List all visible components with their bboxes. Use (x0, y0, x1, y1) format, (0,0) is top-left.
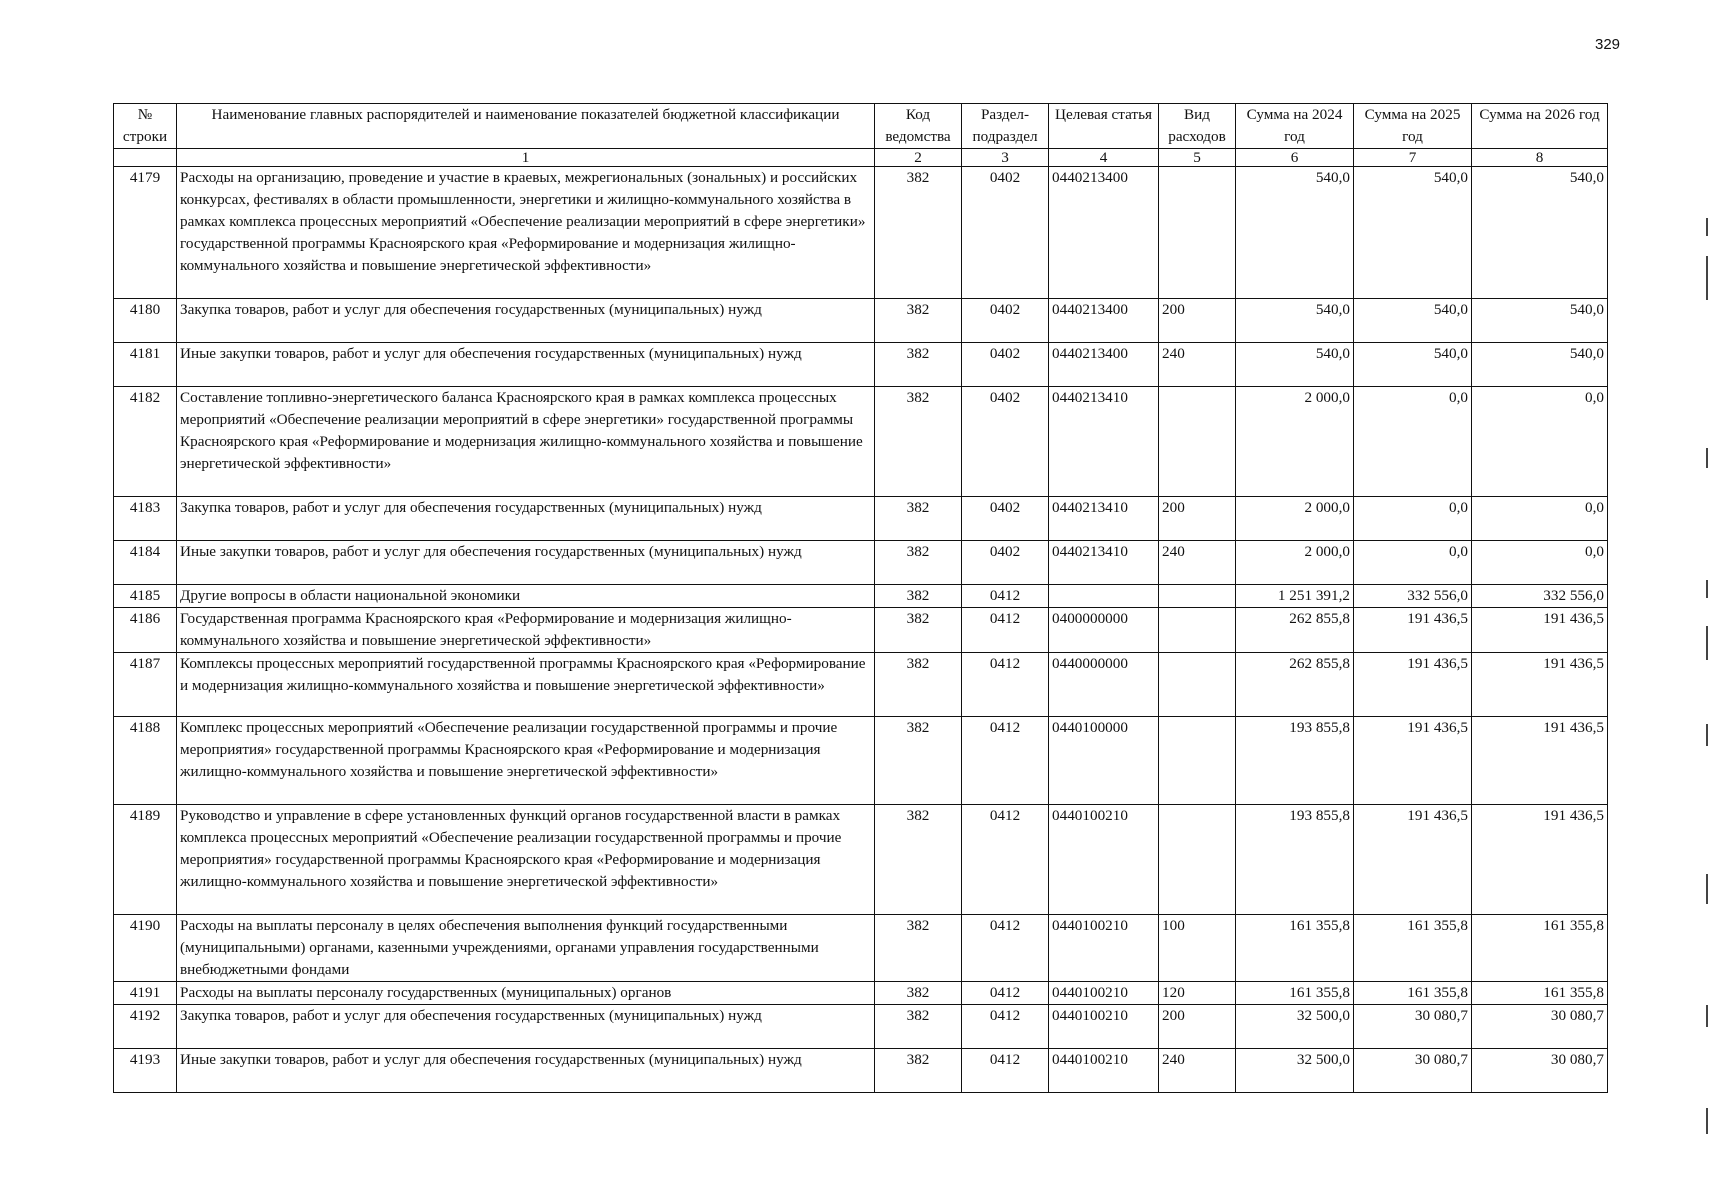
row-target-article: 0400000000 (1049, 608, 1159, 653)
row-section: 0412 (962, 653, 1049, 717)
table-row (114, 343, 1608, 387)
row-name: Расходы на выплаты персоналу государственных (муниципальных) органов (177, 982, 875, 1005)
header-expense-type: Вид расходов (1159, 104, 1236, 149)
row-dept-code: 382 (875, 805, 962, 915)
row-expense-type (1159, 717, 1236, 805)
row-sum-2024: 540,0 (1236, 167, 1354, 299)
table-row (114, 608, 1608, 653)
column-number: 3 (962, 149, 1049, 167)
row-sum-2026: 161 355,8 (1472, 915, 1608, 982)
row-sum-2026: 540,0 (1472, 299, 1608, 343)
table-row (114, 167, 1608, 299)
row-sum-2024: 1 251 391,2 (1236, 585, 1354, 608)
row-sum-2025: 161 355,8 (1354, 915, 1472, 982)
table-row (114, 585, 1608, 608)
row-name: Руководство и управление в сфере установленных функций органов государственной власти в рамках комплекса процессных мероприятий «Обеспечение реализации государственной программы и прочие мероприятия» государственной программы Красноярского края «Реформирование и модернизация жилищно-коммунального хозяйства и повышение энергетической эффективности» (177, 805, 875, 915)
row-number: 4181 (114, 343, 177, 387)
row-sum-2026: 540,0 (1472, 167, 1608, 299)
row-sum-2024: 161 355,8 (1236, 982, 1354, 1005)
row-dept-code: 382 (875, 653, 962, 717)
row-sum-2024: 540,0 (1236, 299, 1354, 343)
row-section: 0412 (962, 1005, 1049, 1049)
row-sum-2025: 30 080,7 (1354, 1005, 1472, 1049)
row-target-article: 0440213410 (1049, 387, 1159, 497)
row-name: Иные закупки товаров, работ и услуг для обеспечения государственных (муниципальных) нужд (177, 343, 875, 387)
row-sum-2025: 540,0 (1354, 299, 1472, 343)
row-sum-2025: 540,0 (1354, 343, 1472, 387)
row-expense-type (1159, 653, 1236, 717)
row-name: Другие вопросы в области национальной экономики (177, 585, 875, 608)
row-sum-2026: 161 355,8 (1472, 982, 1608, 1005)
row-sum-2026: 191 436,5 (1472, 805, 1608, 915)
table-row (114, 915, 1608, 982)
table-row (114, 497, 1608, 541)
row-target-article: 0440100000 (1049, 717, 1159, 805)
row-section: 0412 (962, 585, 1049, 608)
row-dept-code: 382 (875, 717, 962, 805)
row-target-article: 0440213400 (1049, 167, 1159, 299)
row-expense-type: 240 (1159, 541, 1236, 585)
row-target-article: 0440213400 (1049, 299, 1159, 343)
row-number: 4193 (114, 1049, 177, 1093)
row-target-article: 0440100210 (1049, 1005, 1159, 1049)
column-number-row (114, 149, 1608, 167)
header-sum-2025: Сумма на 2025 год (1354, 104, 1472, 149)
table-row (114, 1005, 1608, 1049)
row-sum-2025: 30 080,7 (1354, 1049, 1472, 1093)
row-name: Закупка товаров, работ и услуг для обеспечения государственных (муниципальных) нужд (177, 299, 875, 343)
row-dept-code: 382 (875, 497, 962, 541)
row-section: 0402 (962, 497, 1049, 541)
column-number: 4 (1049, 149, 1159, 167)
row-target-article: 0440100210 (1049, 915, 1159, 982)
row-dept-code: 382 (875, 541, 962, 585)
row-sum-2026: 0,0 (1472, 541, 1608, 585)
row-name: Расходы на организацию, проведение и участие в краевых, межрегиональных (зональных) и российских конкурсах, фестивалях в области промышленности, энергетики и жилищно-коммунального хозяйства в рамках комплекса процессных мероприятий «Обеспечение реализации мероприятий в сфере энергетики» государственной программы Красноярского края «Реформирование и модернизация жилищно-коммунального хозяйства и повышение энергетической эффективности» (177, 167, 875, 299)
row-sum-2024: 193 855,8 (1236, 805, 1354, 915)
row-sum-2024: 32 500,0 (1236, 1005, 1354, 1049)
row-dept-code: 382 (875, 982, 962, 1005)
column-number: 1 (177, 149, 875, 167)
column-number: 6 (1236, 149, 1354, 167)
row-sum-2026: 332 556,0 (1472, 585, 1608, 608)
row-sum-2025: 0,0 (1354, 541, 1472, 585)
row-expense-type: 120 (1159, 982, 1236, 1005)
row-expense-type (1159, 167, 1236, 299)
row-dept-code: 382 (875, 585, 962, 608)
column-number (114, 149, 177, 167)
row-target-article: 0440100210 (1049, 982, 1159, 1005)
row-number: 4179 (114, 167, 177, 299)
row-sum-2024: 161 355,8 (1236, 915, 1354, 982)
page-number: 329 (1595, 36, 1621, 53)
row-number: 4191 (114, 982, 177, 1005)
row-expense-type: 100 (1159, 915, 1236, 982)
row-target-article: 0440213410 (1049, 497, 1159, 541)
column-number: 2 (875, 149, 962, 167)
row-expense-type (1159, 805, 1236, 915)
row-expense-type (1159, 608, 1236, 653)
table-row (114, 541, 1608, 585)
row-name: Закупка товаров, работ и услуг для обеспечения государственных (муниципальных) нужд (177, 497, 875, 541)
row-sum-2024: 2 000,0 (1236, 497, 1354, 541)
row-dept-code: 382 (875, 167, 962, 299)
row-sum-2026: 30 080,7 (1472, 1005, 1608, 1049)
row-name: Комплексы процессных мероприятий государственной программы Красноярского края «Реформирование и модернизация жилищно-коммунального хозяйства и повышение энергетической эффективности» (177, 653, 875, 717)
row-target-article: 0440100210 (1049, 1049, 1159, 1093)
header-section: Раздел-подраздел (962, 104, 1049, 149)
header-sum-2024: Сумма на 2024 год (1236, 104, 1354, 149)
row-number: 4189 (114, 805, 177, 915)
table-row (114, 805, 1608, 915)
table-row (114, 1049, 1608, 1093)
row-section: 0402 (962, 541, 1049, 585)
column-number: 8 (1472, 149, 1608, 167)
row-dept-code: 382 (875, 915, 962, 982)
row-number: 4188 (114, 717, 177, 805)
row-sum-2024: 262 855,8 (1236, 608, 1354, 653)
row-target-article: 0440000000 (1049, 653, 1159, 717)
row-section: 0412 (962, 982, 1049, 1005)
row-sum-2025: 540,0 (1354, 167, 1472, 299)
row-target-article: 0440213410 (1049, 541, 1159, 585)
table-row (114, 653, 1608, 717)
table-body (114, 167, 1608, 1093)
row-sum-2026: 0,0 (1472, 497, 1608, 541)
row-section: 0412 (962, 1049, 1049, 1093)
row-number: 4186 (114, 608, 177, 653)
header-target-article: Целевая статья (1049, 104, 1159, 149)
row-sum-2024: 193 855,8 (1236, 717, 1354, 805)
row-name: Государственная программа Красноярского края «Реформирование и модернизация жилищно-коммунального хозяйства и повышение энергетической эффективности» (177, 608, 875, 653)
row-sum-2026: 191 436,5 (1472, 717, 1608, 805)
row-number: 4187 (114, 653, 177, 717)
row-dept-code: 382 (875, 343, 962, 387)
row-sum-2025: 191 436,5 (1354, 805, 1472, 915)
row-expense-type (1159, 585, 1236, 608)
row-target-article: 0440100210 (1049, 805, 1159, 915)
row-sum-2025: 191 436,5 (1354, 608, 1472, 653)
row-dept-code: 382 (875, 1049, 962, 1093)
row-sum-2025: 0,0 (1354, 387, 1472, 497)
budget-table (113, 103, 1608, 1093)
row-target-article: 0440213400 (1049, 343, 1159, 387)
row-number: 4184 (114, 541, 177, 585)
row-sum-2025: 191 436,5 (1354, 653, 1472, 717)
row-sum-2025: 191 436,5 (1354, 717, 1472, 805)
header-row-number: № строки (114, 104, 177, 149)
row-expense-type: 200 (1159, 497, 1236, 541)
row-dept-code: 382 (875, 608, 962, 653)
row-target-article (1049, 585, 1159, 608)
row-sum-2026: 191 436,5 (1472, 653, 1608, 717)
row-number: 4183 (114, 497, 177, 541)
row-name: Составление топливно-энергетического баланса Красноярского края в рамках комплекса процессных мероприятий «Обеспечение реализации мероприятий в сфере энергетики» государственной программы Красноярского края «Реформирование и модернизация жилищно-коммунального хозяйства и повышение энергетической эффективности» (177, 387, 875, 497)
row-section: 0412 (962, 915, 1049, 982)
row-section: 0402 (962, 343, 1049, 387)
row-section: 0402 (962, 167, 1049, 299)
row-sum-2024: 2 000,0 (1236, 387, 1354, 497)
table-row (114, 387, 1608, 497)
table-header-row (114, 104, 1608, 149)
row-expense-type (1159, 387, 1236, 497)
row-section: 0402 (962, 299, 1049, 343)
row-sum-2026: 0,0 (1472, 387, 1608, 497)
row-sum-2026: 191 436,5 (1472, 608, 1608, 653)
row-section: 0402 (962, 387, 1049, 497)
column-number: 7 (1354, 149, 1472, 167)
row-name: Иные закупки товаров, работ и услуг для обеспечения государственных (муниципальных) нужд (177, 541, 875, 585)
row-section: 0412 (962, 805, 1049, 915)
row-expense-type: 200 (1159, 1005, 1236, 1049)
row-sum-2024: 540,0 (1236, 343, 1354, 387)
row-number: 4182 (114, 387, 177, 497)
row-name: Комплекс процессных мероприятий «Обеспечение реализации государственной программы и прочие мероприятия» государственной программы Красноярского края «Реформирование и модернизация жилищно-коммунального хозяйства и повышение энергетической эффективности» (177, 717, 875, 805)
row-name: Закупка товаров, работ и услуг для обеспечения государственных (муниципальных) нужд (177, 1005, 875, 1049)
row-sum-2025: 0,0 (1354, 497, 1472, 541)
row-dept-code: 382 (875, 387, 962, 497)
row-number: 4190 (114, 915, 177, 982)
header-dept-code: Код ведомства (875, 104, 962, 149)
row-expense-type: 240 (1159, 343, 1236, 387)
row-sum-2025: 161 355,8 (1354, 982, 1472, 1005)
column-number: 5 (1159, 149, 1236, 167)
table-row (114, 299, 1608, 343)
row-sum-2025: 332 556,0 (1354, 585, 1472, 608)
row-dept-code: 382 (875, 299, 962, 343)
row-section: 0412 (962, 717, 1049, 805)
row-number: 4185 (114, 585, 177, 608)
row-sum-2026: 540,0 (1472, 343, 1608, 387)
row-name: Расходы на выплаты персоналу в целях обеспечения выполнения функций государственными (муниципальными) органами, казенными учреждениями, органами управления государственными внебюджетными фондами (177, 915, 875, 982)
table-row (114, 982, 1608, 1005)
row-number: 4192 (114, 1005, 177, 1049)
row-expense-type: 200 (1159, 299, 1236, 343)
header-sum-2026: Сумма на 2026 год (1472, 104, 1608, 149)
row-name: Иные закупки товаров, работ и услуг для обеспечения государственных (муниципальных) нужд (177, 1049, 875, 1093)
row-sum-2024: 32 500,0 (1236, 1049, 1354, 1093)
row-sum-2026: 30 080,7 (1472, 1049, 1608, 1093)
header-name: Наименование главных распорядителей и наименование показателей бюджетной классификации (177, 104, 875, 149)
table-row (114, 717, 1608, 805)
row-section: 0412 (962, 608, 1049, 653)
row-sum-2024: 262 855,8 (1236, 653, 1354, 717)
row-dept-code: 382 (875, 1005, 962, 1049)
row-number: 4180 (114, 299, 177, 343)
row-expense-type: 240 (1159, 1049, 1236, 1093)
row-sum-2024: 2 000,0 (1236, 541, 1354, 585)
